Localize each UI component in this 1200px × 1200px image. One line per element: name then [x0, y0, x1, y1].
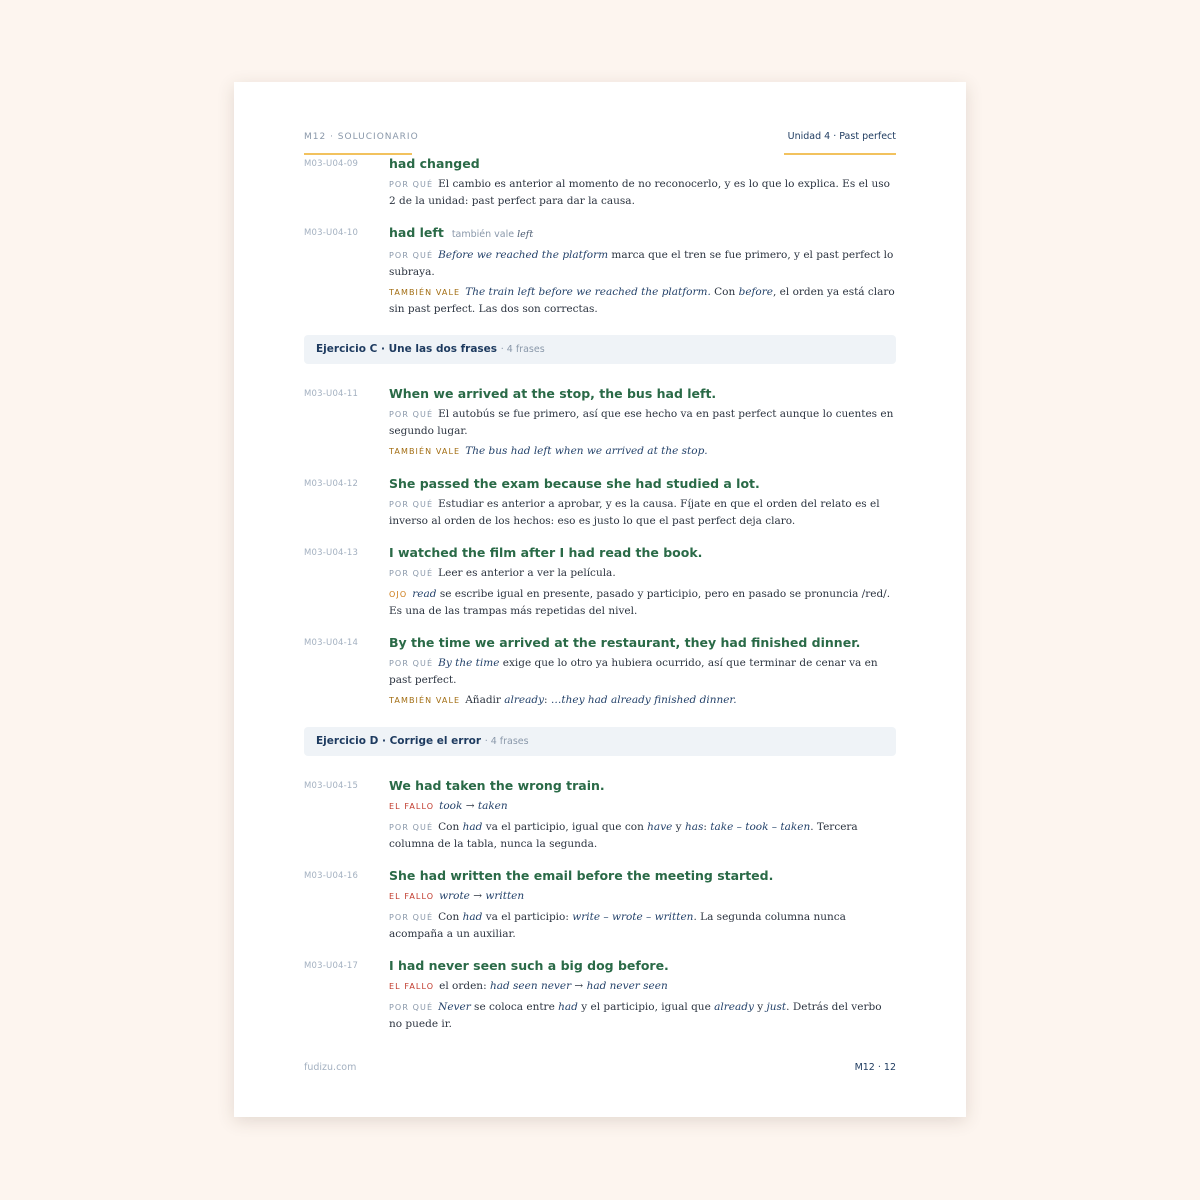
answer-item: [304, 776, 896, 852]
item-code: M03-U04-09: [304, 159, 359, 169]
header-title: M12 · SOLUCIONARIO: [304, 132, 419, 142]
ojo-note: OJO read se escribe igual en presente, pasado y participio, pero en pasado se pronuncia /red/. Es una de las trampas más repetidas del nivel.: [389, 588, 891, 617]
answer-item: [304, 633, 896, 709]
item-code: M03-U04-12: [304, 479, 359, 489]
answer-text: By the time we arrived at the restaurant, they had finished dinner.: [389, 635, 861, 650]
why-note: POR QUÉ Leer es anterior a ver la película.: [389, 567, 616, 579]
section-header: Ejercicio D · Corrige el error · 4 frases: [304, 727, 896, 756]
answer-text: I watched the film after I had read the book.: [389, 545, 703, 560]
why-note: POR QUÉ Estudiar es anterior a aprobar, y es la causa. Fíjate en que el orden del relato es el inverso al orden de los hechos: eso es justo lo que el past perfect deja claro.: [389, 498, 880, 527]
fail-note: EL FALLO wrote → written: [389, 890, 525, 902]
answer-text: had left: [389, 225, 444, 240]
why-note: POR QUÉ El cambio es anterior al momento de no reconocerlo, y es lo que lo explica. Es el uso 2 de la unidad: past perfect para dar la causa.: [389, 178, 890, 207]
item-code: M03-U04-10: [304, 228, 359, 238]
item-code: M03-U04-15: [304, 781, 359, 791]
why-note: POR QUÉ Con had va el participio: write – wrote – written. La segunda columna nunca acompaña a un auxiliar.: [389, 911, 846, 940]
answer-text: We had taken the wrong train.: [389, 778, 605, 793]
footer-site: fudizu.com: [304, 1062, 357, 1073]
also-label: TAMBIÉN VALE: [389, 288, 461, 297]
answer-item: [304, 956, 896, 1032]
also-note: TAMBIÉN VALE The bus had left when we arrived at the stop.: [389, 445, 708, 457]
header-unit: Unidad 4 · Past perfect: [787, 131, 896, 142]
alt-answer: también vale left: [451, 229, 534, 240]
fail-note: EL FALLO took → taken: [389, 800, 508, 812]
answer-item: [304, 474, 896, 529]
why-note: POR QUÉ Before we reached the platform marca que el tren se fue primero, y el past perfect lo subraya.: [389, 249, 894, 278]
fail-note: EL FALLO el orden: had seen never → had never seen: [389, 980, 668, 992]
section-header: Ejercicio C · Une las dos frases · 4 frases: [304, 335, 896, 364]
answer-text: When we arrived at the stop, the bus had left.: [389, 386, 717, 401]
why-label: POR QUÉ: [389, 251, 434, 260]
answer-item: [304, 154, 896, 209]
why-note: POR QUÉ Con had va el participio, igual que con have y has: take – took – taken. Tercera columna de la tabla, nunca la segunda.: [389, 821, 858, 850]
why-note: POR QUÉ By the time exige que lo otro ya hubiera ocurrido, así que terminar de cenar va en past perfect.: [389, 657, 878, 686]
also-note: TAMBIÉN VALE Añadir already: …they had already finished dinner.: [389, 694, 737, 706]
why-note: POR QUÉ Never se coloca entre had y el participio, igual que already y just. Detrás del verbo no puede ir.: [389, 1001, 882, 1030]
why-note: POR QUÉ El autobús se fue primero, así que ese hecho va en past perfect aunque lo cuentes en segundo lugar.: [389, 408, 894, 437]
item-code: M03-U04-14: [304, 638, 359, 648]
footer-page-number: M12 · 12: [854, 1062, 896, 1073]
item-code: M03-U04-13: [304, 548, 359, 558]
item-code: M03-U04-17: [304, 961, 359, 971]
page-sheet: [234, 82, 966, 1117]
answer-text: She passed the exam because she had studied a lot.: [389, 476, 760, 491]
answer-item: [304, 223, 896, 317]
answer-item: [304, 866, 896, 942]
answer-text: had changed: [389, 156, 480, 171]
answer-item: [304, 543, 896, 619]
answer-item: [304, 384, 896, 460]
answer-text: I had never seen such a big dog before.: [389, 958, 669, 973]
solutions-content: [304, 154, 896, 1046]
answer-line: [389, 223, 896, 245]
item-code: M03-U04-16: [304, 871, 359, 881]
answer-text: She had written the email before the meeting started.: [389, 868, 774, 883]
why-label: POR QUÉ: [389, 180, 434, 189]
item-code: M03-U04-11: [304, 389, 359, 399]
also-note: TAMBIÉN VALE The train left before we reached the platform. Con before, el orden ya está claro sin past perfect. Las dos son correctas.: [389, 286, 895, 315]
